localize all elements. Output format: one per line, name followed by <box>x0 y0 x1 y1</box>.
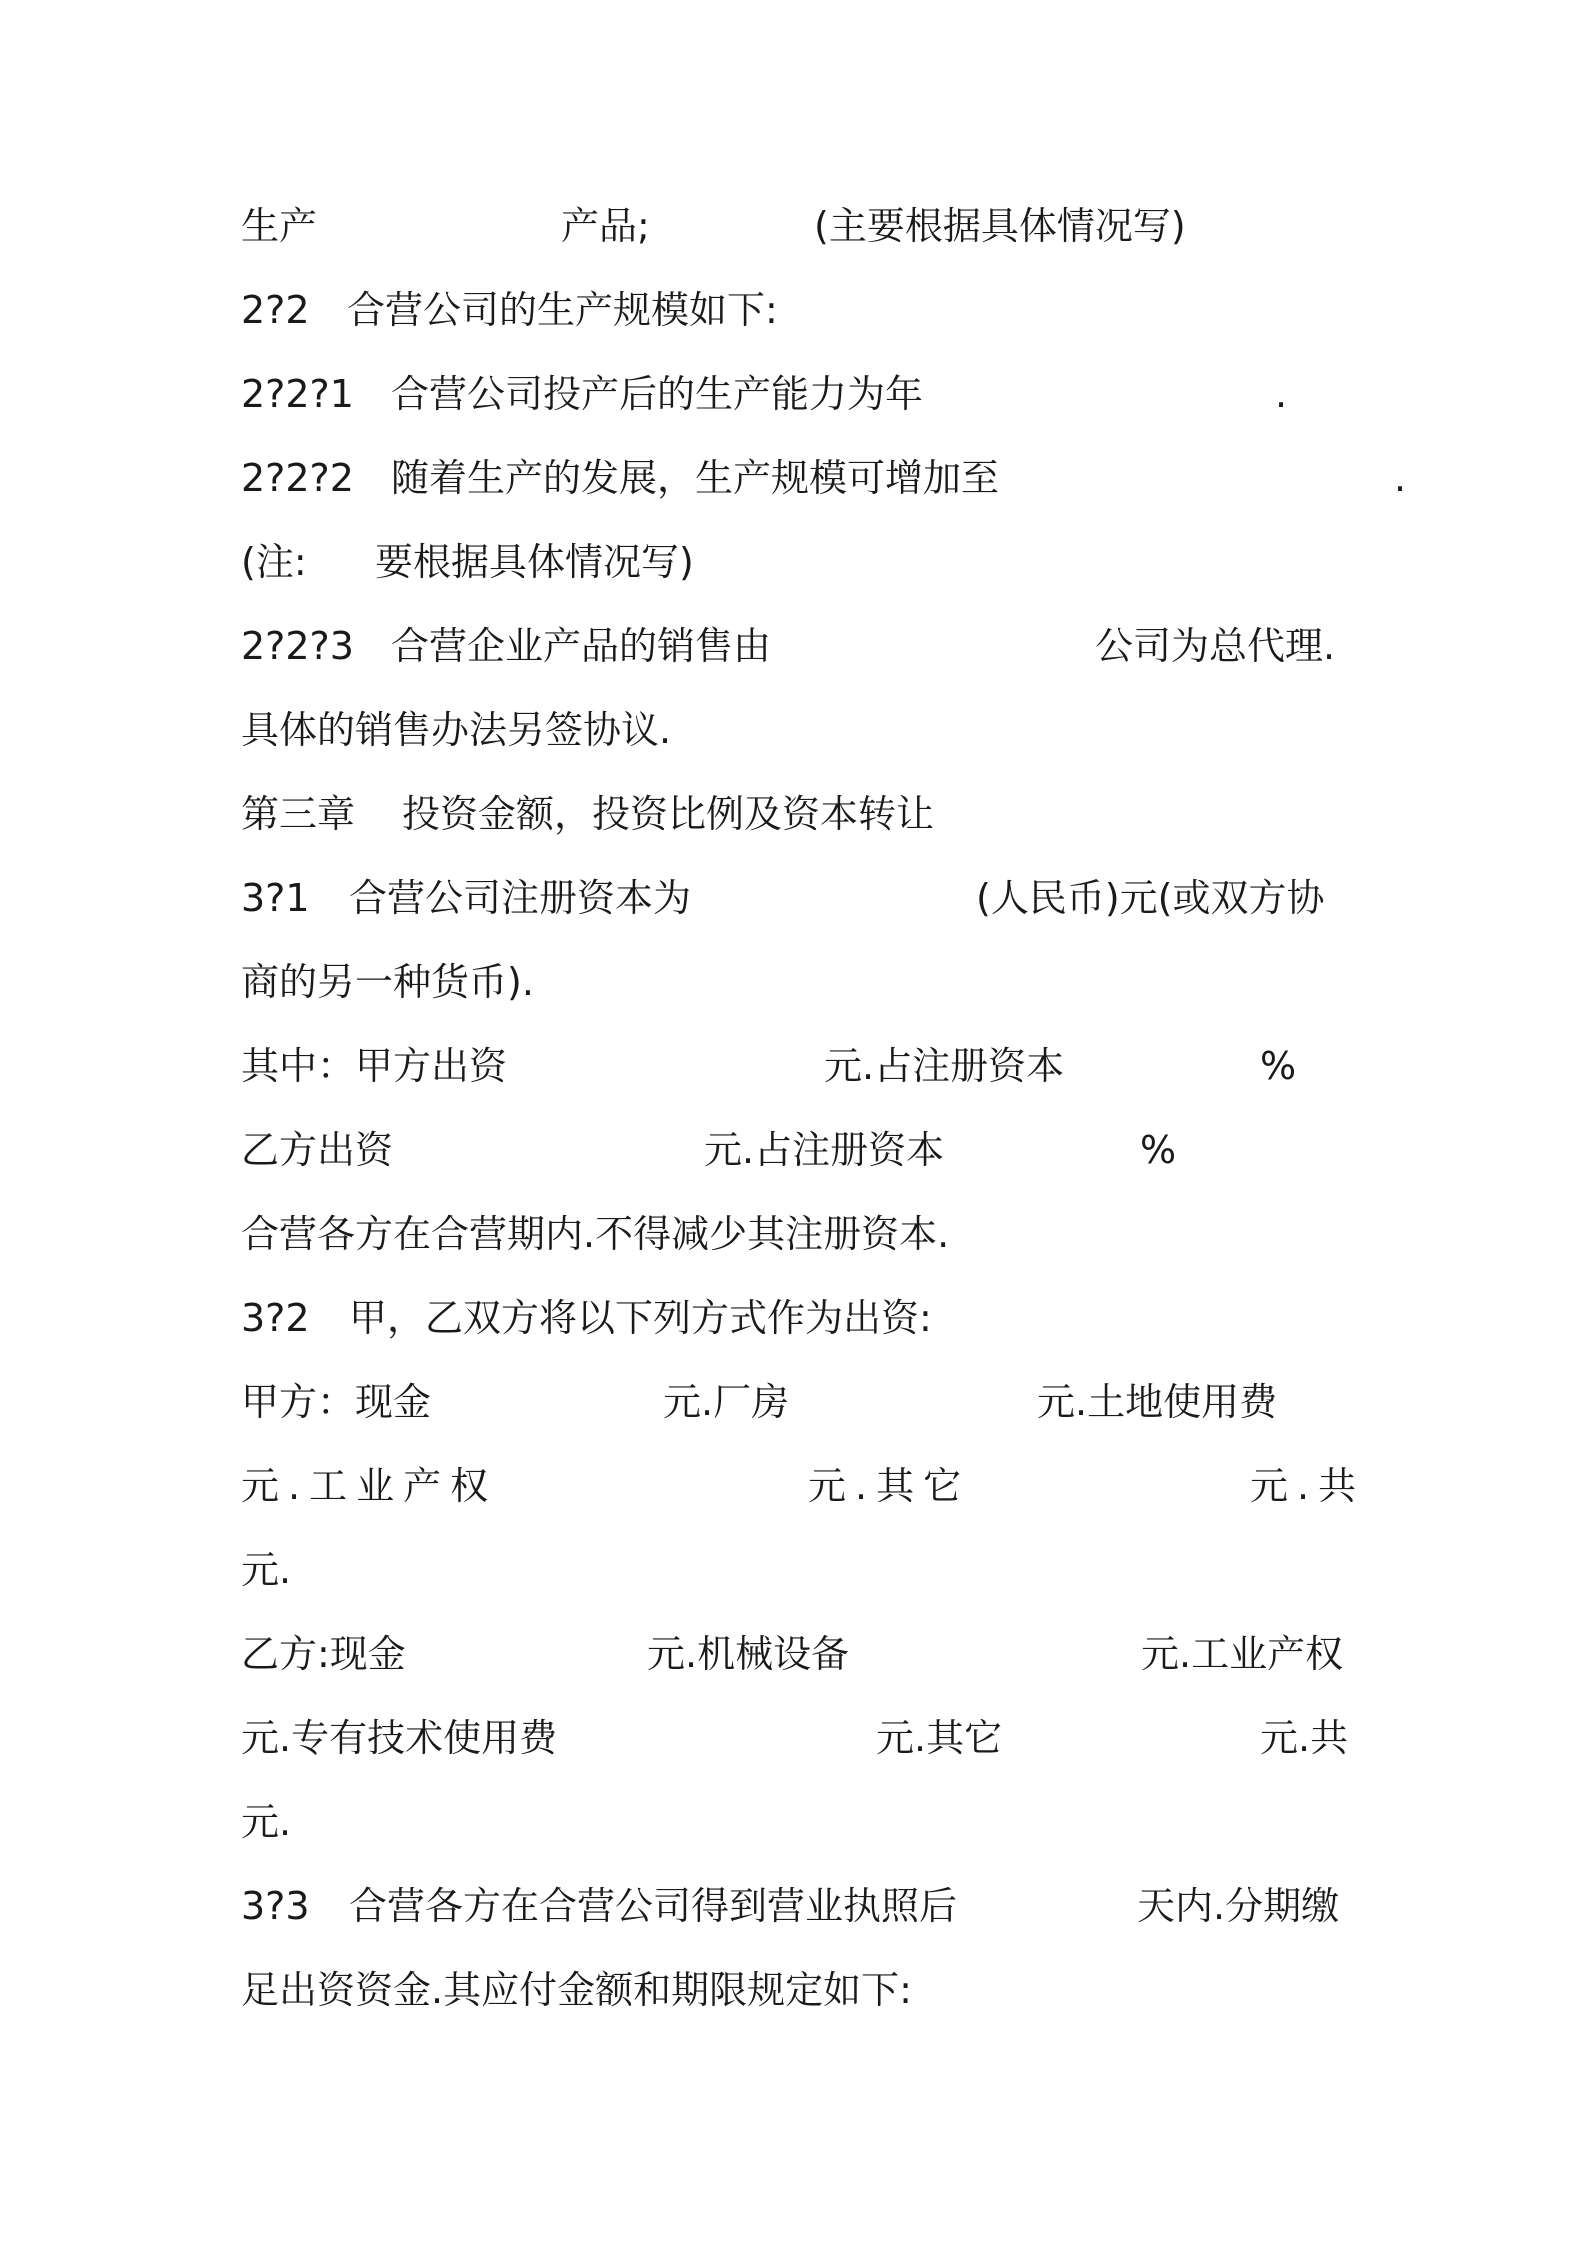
text-segment: 合营公司投产后的生产能力为年 <box>391 372 924 416</box>
doc-line <box>0 1708 1586 1768</box>
doc-line <box>0 532 1586 592</box>
section-number: 3?1 <box>241 876 310 920</box>
section-number: 2?2 <box>241 288 310 332</box>
text-segment: 合营公司注册资本为 <box>349 876 692 920</box>
text-segment: 元.其它 <box>876 1716 1003 1760</box>
text-segment: 天内.分期缴 <box>1137 1884 1340 1928</box>
text-segment: 公司为总代理. <box>1095 624 1336 668</box>
chapter-heading: 投资金额，投资比例及资本转让 <box>402 792 935 836</box>
section-number: 2?2?2 <box>241 456 354 500</box>
text-segment: 元.机械设备 <box>647 1632 850 1676</box>
text-segment: 元.厂房 <box>663 1380 790 1424</box>
text-segment: 元.专有技术使用费 <box>241 1716 558 1760</box>
doc-line <box>0 1624 1586 1684</box>
text-segment: (人民币)元(或双方协 <box>976 876 1325 920</box>
doc-line <box>0 1036 1586 1096</box>
text-segment: 甲，乙双方将以下列方式作为出资: <box>349 1296 932 1340</box>
text-segment: 要根据具体情况写) <box>375 540 694 584</box>
text-segment: 合营公司的生产规模如下: <box>347 288 778 332</box>
text-segment: 生产 <box>241 204 318 248</box>
doc-line <box>0 1288 1586 1348</box>
text-segment: % <box>1140 1128 1177 1172</box>
text-segment: 元.土地使用费 <box>1037 1380 1278 1424</box>
text-segment: 元.其它 <box>808 1464 971 1508</box>
text-segment: (主要根据具体情况写) <box>814 204 1186 248</box>
text-segment: 元.共 <box>1260 1716 1349 1760</box>
text-segment: 元.占注册资本 <box>704 1128 945 1172</box>
doc-line <box>0 364 1586 424</box>
section-number: 3?2 <box>241 1296 310 1340</box>
text-segment: 商的另一种货币). <box>241 960 534 1004</box>
text-segment: . <box>1394 456 1407 500</box>
doc-line <box>0 952 1586 1012</box>
doc-line <box>0 700 1586 760</box>
text-segment: % <box>1260 1044 1297 1088</box>
text-segment: 随着生产的发展，生产规模可增加至 <box>391 456 1000 500</box>
doc-line <box>0 448 1586 508</box>
doc-line <box>0 616 1586 676</box>
text-segment: 元. <box>241 1548 292 1592</box>
text-segment: 合营各方在合营公司得到营业执照后 <box>349 1884 958 1928</box>
doc-line <box>0 868 1586 928</box>
doc-line <box>0 1456 1586 1516</box>
doc-line <box>0 1876 1586 1936</box>
text-segment: 元. <box>241 1800 292 1844</box>
text-segment: 元.工业产权 <box>241 1464 498 1508</box>
chapter-title: 第三章 <box>241 792 356 836</box>
text-segment: 合营企业产品的销售由 <box>391 624 772 668</box>
text-segment: 元.工业产权 <box>1141 1632 1344 1676</box>
section-number: 2?2?1 <box>241 372 354 416</box>
doc-line <box>0 196 1586 256</box>
doc-line <box>0 1120 1586 1180</box>
text-segment: 产品; <box>561 204 650 248</box>
text-segment: 甲方：现金 <box>241 1380 432 1424</box>
doc-line <box>0 1372 1586 1432</box>
text-segment: 元.共 <box>1250 1464 1366 1508</box>
doc-line <box>0 784 1586 844</box>
doc-line <box>0 1204 1586 1264</box>
section-number: 3?3 <box>241 1884 310 1928</box>
doc-line <box>0 1792 1586 1852</box>
doc-line <box>0 280 1586 340</box>
text-segment: 乙方:现金 <box>241 1632 406 1676</box>
text-segment: 乙方出资 <box>241 1128 394 1172</box>
text-segment: 元.占注册资本 <box>824 1044 1065 1088</box>
text-segment: 具体的销售办法另签协议. <box>241 708 672 752</box>
text-segment: 合营各方在合营期内.不得减少其注册资本. <box>241 1212 950 1256</box>
text-segment: (注: <box>241 540 307 584</box>
text-segment: 其中：甲方出资 <box>241 1044 508 1088</box>
text-segment: . <box>1275 372 1288 416</box>
section-number: 2?2?3 <box>241 624 354 668</box>
doc-line <box>0 1540 1586 1600</box>
text-segment: 足出资资金.其应付金额和期限规定如下: <box>241 1968 912 2012</box>
doc-line <box>0 1960 1586 2020</box>
